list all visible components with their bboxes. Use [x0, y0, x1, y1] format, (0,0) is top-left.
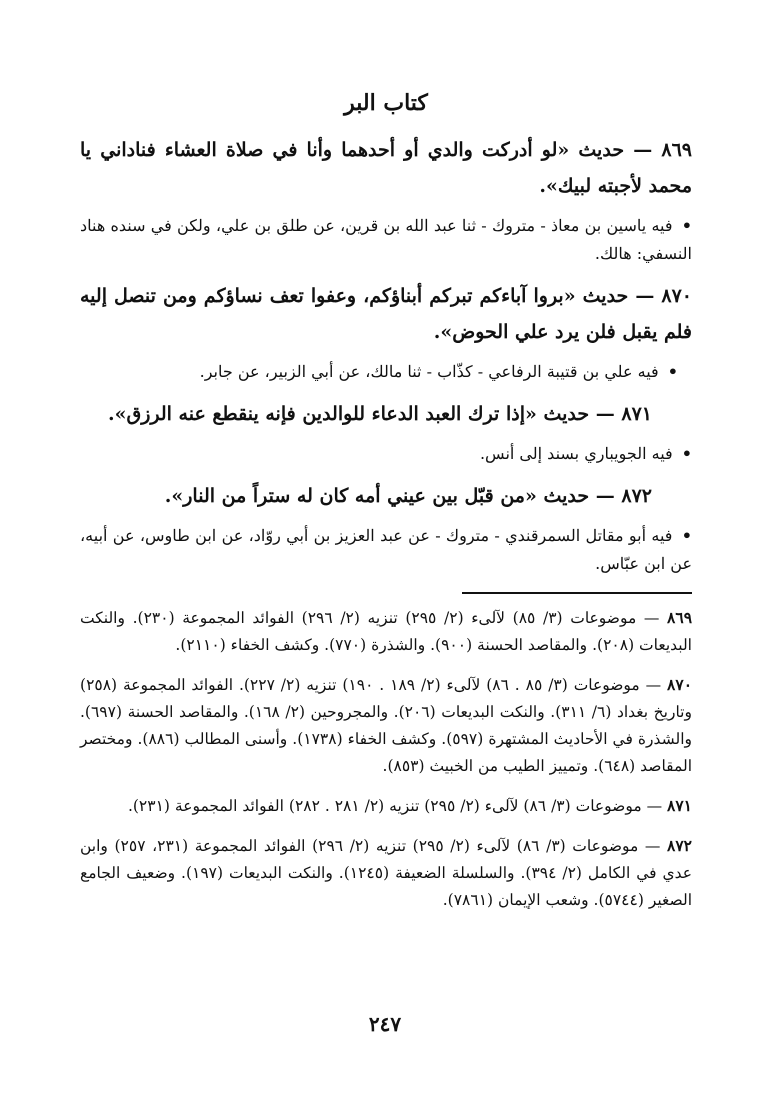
page-number: ٢٤٧	[368, 1012, 402, 1036]
footnote	[80, 832, 692, 914]
footnote-number: ٨٧٢	[667, 836, 692, 855]
hadith-text: — حديث «إذا ترك العبد الدعاء للوالدين فإنه ينقطع عنه الرزق».	[107, 403, 615, 425]
hadith-entry	[80, 478, 692, 514]
footnote-text: — موضوعات (٣/ ٨٥ . ٨٦) لآلىء (٢/ ١٨٩ . ١٩٠) تنزيه (٢/ ٢٢٧). الفوائد المجموعة (٢٥٨) وتاريخ بغداد (٦/ ٣١١). والنكت البديعات (٢٠٦). والمجروحين (٢/ ١٦٨). والمقاصد الحسنة (٦٩٧). والشذرة في الأحاديث المشتهرة (٥٩٧). وكشف الخفاء (١٧٣٨). وأسنى المطالب (٨٨٦). ومختصر المقاصد (٦٤٨). وتمييز الطيب من الخبيث (٨٥٣).	[80, 676, 692, 775]
footnote	[80, 671, 692, 780]
hadith-note	[80, 522, 692, 578]
hadith-text: — حديث «بروا آباءكم تبركم أبناؤكم، وعفوا تعف نساؤكم ومن تنصل إليه فلم يقبل فلن يرد علي الحوض».	[80, 285, 692, 343]
hadith-note	[80, 440, 692, 468]
hadith-text: — حديث «لو أدركت والدي أو أحدهما وأنا في صلاة العشاء فناداني يا محمد لأجبته لبيك».	[80, 139, 692, 197]
bullet-icon: •	[681, 526, 693, 545]
hadith-number: ٨٧١	[621, 403, 652, 425]
hadith-entry	[80, 396, 692, 432]
footnote-text: — موضوعات (٣/ ٨٦) لآلىء (٢/ ٢٩٥) تنزيه (٢/ ٢٩٦) الفوائد المجموعة (٢٣١، ٢٥٧) وابن عدي في الكامل (٢/ ٣٩٤). والسلسلة الضعيفة (١٢٤٥). والنكت البديعات (١٩٧). وضعيف الجامع الصغير (٥٧٤٤). وشعب الإيمان (٧٨٦١).	[80, 837, 692, 909]
note-text: فيه الجويباري بسند إلى أنس.	[479, 444, 673, 463]
footnote-number: ٨٦٩	[667, 608, 693, 627]
bullet-icon: •	[681, 216, 693, 235]
footnote-number: ٨٧١	[667, 796, 692, 815]
bullet-icon: •	[667, 362, 678, 381]
hadith-entry	[80, 132, 692, 204]
note-text: فيه أبو مقاتل السمرقندي - متروك - عن عبد العزيز بن أبي روّاد، عن ابن طاوس، عن أبيه، عن ابن عبّاس.	[80, 526, 692, 573]
hadith-note	[80, 358, 692, 386]
note-text: فيه علي بن قتيبة الرفاعي - كذّاب - ثنا مالك، عن أبي الزبير، عن جابر.	[199, 362, 659, 381]
hadith-number: ٨٧٢	[621, 485, 652, 507]
footnote-text: — موضوعات (٣/ ٨٥) لآلىء (٢/ ٢٩٥) تنزيه (٢/ ٢٩٦) الفوائد المجموعة (٢٣٠). والنكت البديعات (٢٠٨). والمقاصد الحسنة (٩٠٠). والشذرة (٧٧٠). وكشف الخفاء (٢١١٠).	[80, 609, 692, 654]
footnote-number: ٨٧٠	[667, 675, 693, 694]
note-text: فيه ياسين بن معاذ - متروك - ثنا عبد الله بن قرين، عن طلق بن علي، ولكن في سنده هناد النسفي: هالك.	[80, 216, 692, 263]
bullet-icon: •	[681, 444, 692, 463]
chapter-title: كتاب البر	[344, 90, 428, 116]
hadith-note	[80, 212, 692, 268]
hadith-text: — حديث «من قبّل بين عيني أمه كان له ستراً من النار».	[164, 485, 615, 507]
hadith-number: ٨٦٩	[661, 139, 692, 161]
footnote-text: — موضوعات (٣/ ٨٦) لآلىء (٢/ ٢٩٥) تنزيه (٢/ ٢٨١ . ٢٨٢) الفوائد المجموعة (٢٣١).	[127, 797, 663, 815]
hadith-number: ٨٧٠	[661, 285, 692, 307]
hadith-entry	[80, 278, 692, 350]
footnotes	[80, 604, 692, 914]
footnote	[80, 792, 692, 820]
footnote	[80, 604, 692, 659]
footnote-divider	[462, 592, 692, 594]
